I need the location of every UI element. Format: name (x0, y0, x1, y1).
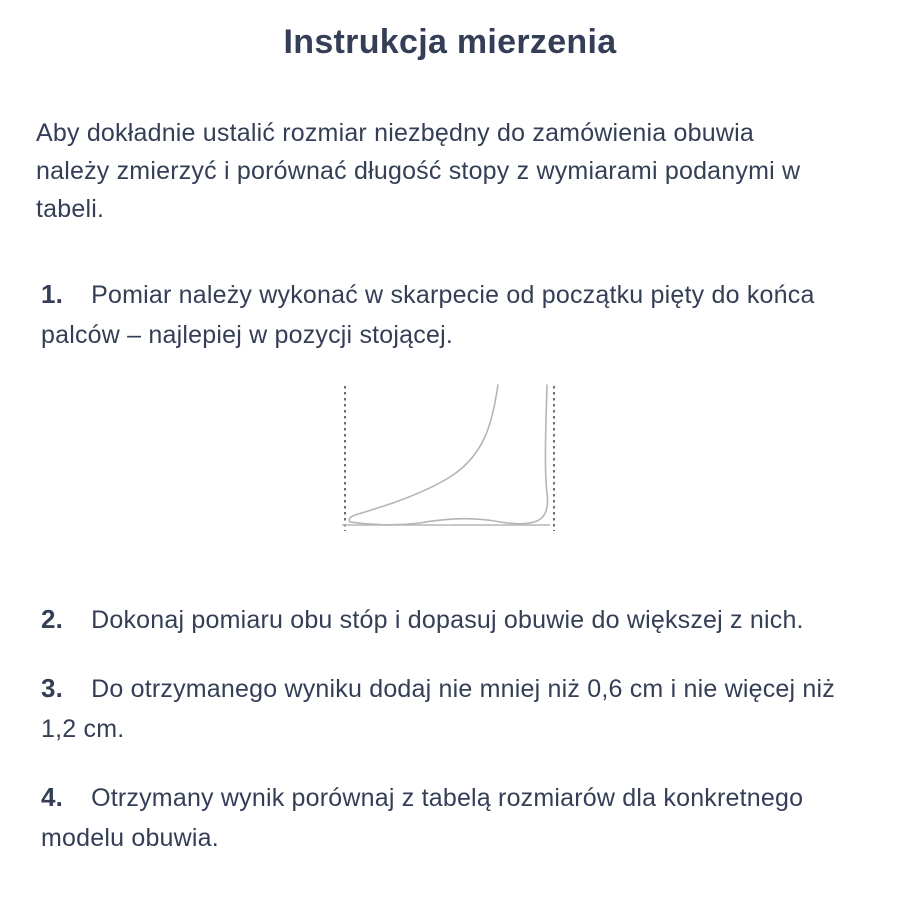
step-text-2: Dokonaj pomiaru obu stóp i dopasuj obuwie do większej z nich. (91, 606, 804, 634)
step-text-3: Do otrzymanego wyniku dodaj nie mniej niż 0,6 cm i nie więcej niż 1,2 cm. (41, 675, 835, 743)
step-text-4: Otrzymany wynik porównaj z tabelą rozmiarów dla konkretnego modelu obuwia. (41, 784, 804, 852)
intro-paragraph: Aby dokładnie ustalić rozmiar niezbędny do zamówienia obuwia należy zmierzyć i porównać długość stopy z wymiarami podanymi w tabeli. (36, 119, 801, 223)
step-text-1: Pomiar należy wykonać w skarpecie od początku pięty do końca palców – najlepiej w pozycji stojącej. (41, 281, 815, 349)
step-number-1: 1. (41, 279, 64, 309)
step-number-4: 4. (41, 782, 64, 812)
step-item-4 (36, 777, 864, 858)
step-item-1 (36, 274, 864, 355)
page-title: Instrukcja mierzenia (283, 23, 617, 61)
steps-list (36, 274, 864, 858)
foot-measurement-illustration (36, 383, 864, 543)
step-number-3: 3. (41, 673, 64, 703)
step-item-3 (36, 668, 864, 749)
step-number-2: 2. (41, 604, 64, 634)
step-item-2 (36, 599, 864, 640)
foot-outline (349, 385, 547, 525)
foot-diagram-icon (335, 383, 565, 538)
